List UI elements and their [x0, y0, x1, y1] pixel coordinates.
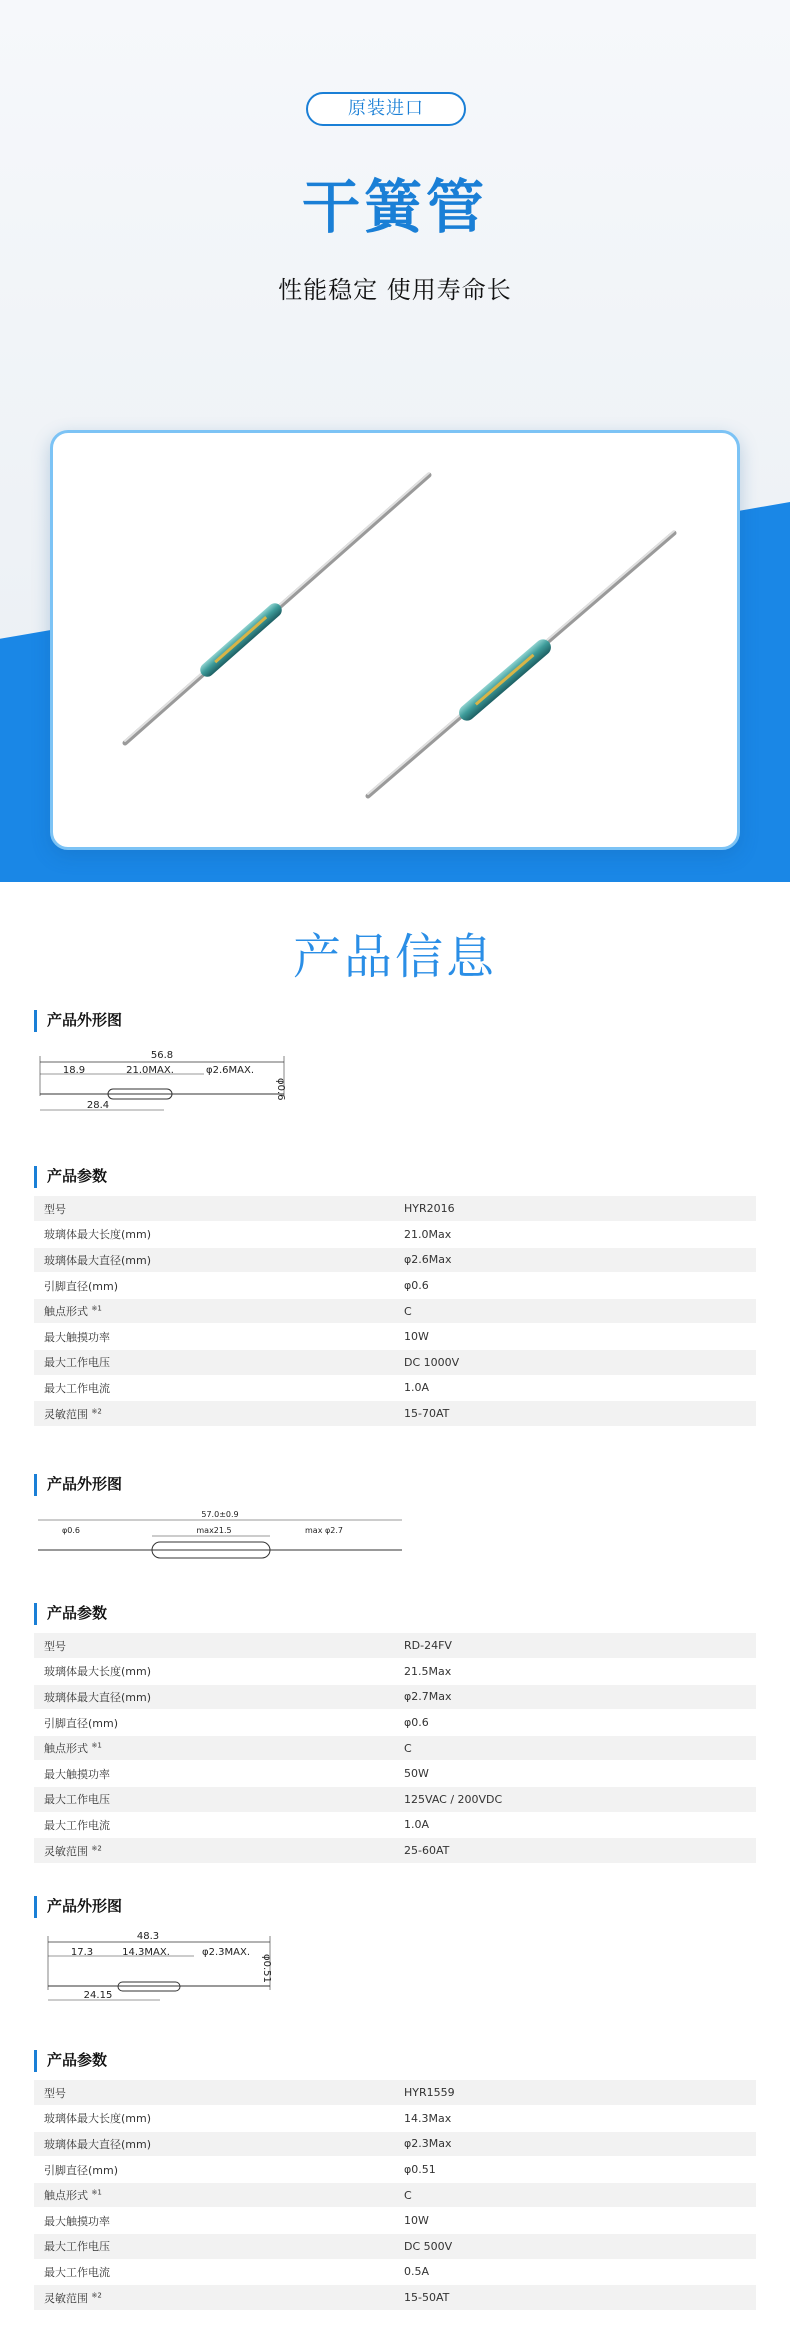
param-value: φ2.6Max: [394, 1247, 756, 1273]
param-row: [34, 1196, 756, 1222]
param-name: [34, 1812, 394, 1838]
hero-title: 干簧管: [301, 173, 488, 241]
param-name: [34, 1324, 394, 1350]
dim-left-3: 17.3: [70, 1947, 94, 1958]
params-table-2: [34, 1633, 756, 1864]
param-row: [34, 1787, 756, 1813]
outline-heading-1: 产品外形图: [34, 1010, 122, 1032]
param-row: [34, 1659, 756, 1685]
param-name-text: 玻璃体最大长度(mm): [44, 2112, 152, 2126]
dim-bottom: 28.4: [86, 1100, 110, 1111]
param-value: 21.0Max: [394, 1222, 756, 1248]
params-table-1: [34, 1196, 756, 1427]
param-row: [34, 1273, 756, 1299]
param-value: 15-50AT: [394, 2285, 756, 2311]
param-name: [34, 1710, 394, 1736]
param-name: [34, 1761, 394, 1787]
param-name: [34, 1222, 394, 1248]
param-name-text: 灵敏范围: [44, 1407, 88, 1421]
dim-lead-3: φ0.51: [261, 1954, 272, 1983]
dim-body-2: max21.5: [196, 1526, 232, 1535]
params-heading-1: 产品参数: [34, 1166, 107, 1188]
param-name: [34, 1247, 394, 1273]
dim-left: 18.9: [62, 1065, 86, 1076]
param-row: [34, 2234, 756, 2260]
params-heading-2: 产品参数: [34, 1603, 107, 1625]
param-row: [34, 2080, 756, 2106]
param-value: 14.3Max: [394, 2106, 756, 2132]
param-name-text: 最大工作电流: [44, 1818, 110, 1832]
param-name-text: 玻璃体最大直径(mm): [44, 1253, 152, 1267]
param-name: [34, 2157, 394, 2183]
param-row: [34, 1222, 756, 1248]
dim-lead: φ0.6: [275, 1078, 286, 1101]
param-name: [34, 1350, 394, 1376]
param-name: [34, 1684, 394, 1710]
param-name: [34, 1196, 394, 1222]
param-value: C: [394, 1298, 756, 1324]
param-value: 50W: [394, 1761, 756, 1787]
param-row: [34, 1710, 756, 1736]
param-footnote-mark: ※2: [91, 1843, 102, 1852]
param-row: [34, 1761, 756, 1787]
dim-lead-2: φ0.6: [62, 1526, 80, 1535]
param-name-text: 玻璃体最大直径(mm): [44, 2137, 152, 2151]
param-name: [34, 1659, 394, 1685]
param-row: [34, 1812, 756, 1838]
param-name-text: 型号: [44, 1202, 66, 1216]
param-name: [34, 1838, 394, 1864]
param-name-text: 型号: [44, 2086, 66, 2100]
param-name-text: 触点形式: [44, 1305, 88, 1319]
param-row: [34, 1298, 756, 1324]
param-name-text: 最大触摸功率: [44, 1767, 110, 1781]
param-row: [34, 2285, 756, 2311]
param-name: [34, 1633, 394, 1659]
param-value: 21.5Max: [394, 1659, 756, 1685]
outline-heading-2: 产品外形图: [34, 1474, 122, 1496]
dim-total-2: 57.0±0.9: [201, 1510, 239, 1519]
import-badge: 原装进口: [306, 92, 466, 126]
param-name-text: 最大工作电压: [44, 2240, 110, 2254]
param-row: [34, 1401, 756, 1427]
reed-switch-image-1: [125, 473, 429, 743]
outline-diagram-1: [34, 1040, 334, 1136]
param-row: [34, 1350, 756, 1376]
param-row: [34, 1324, 756, 1350]
param-value: φ2.7Max: [394, 1684, 756, 1710]
param-name-text: 型号: [44, 1639, 66, 1653]
param-footnote-mark: ※1: [91, 1741, 102, 1750]
param-row: [34, 2131, 756, 2157]
param-value: C: [394, 2182, 756, 2208]
dim-body-3: 14.3MAX.: [122, 1947, 170, 1958]
param-name-text: 玻璃体最大直径(mm): [44, 1690, 152, 1704]
param-row: [34, 1735, 756, 1761]
param-name-text: 最大触摸功率: [44, 1330, 110, 1344]
param-name: [34, 2182, 394, 2208]
param-row: [34, 1633, 756, 1659]
param-row: [34, 1247, 756, 1273]
param-row: [34, 1684, 756, 1710]
param-name: [34, 2208, 394, 2234]
param-name-text: 触点形式: [44, 2189, 88, 2203]
param-footnote-mark: ※2: [91, 2290, 102, 2299]
param-name-text: 玻璃体最大长度(mm): [44, 1228, 152, 1242]
dim-diameter-2: max φ2.7: [305, 1526, 343, 1535]
param-name: [34, 2234, 394, 2260]
param-name: [34, 1735, 394, 1761]
outline-heading-3: 产品外形图: [34, 1896, 122, 1918]
param-name-text: 最大工作电压: [44, 1356, 110, 1370]
param-value: 10W: [394, 1324, 756, 1350]
dim-total-3: 48.3: [136, 1931, 160, 1942]
param-footnote-mark: ※1: [91, 2188, 102, 2197]
param-value: 10W: [394, 2208, 756, 2234]
param-row: [34, 2157, 756, 2183]
param-value: 1.0A: [394, 1375, 756, 1401]
param-name: [34, 1787, 394, 1813]
param-footnote-mark: ※1: [91, 1304, 102, 1313]
param-name: [34, 1273, 394, 1299]
param-value: 1.0A: [394, 1812, 756, 1838]
param-value: φ0.6: [394, 1273, 756, 1299]
param-name-text: 触点形式: [44, 1742, 88, 1756]
hero-banner: [0, 0, 790, 882]
param-name-text: 最大触摸功率: [44, 2214, 110, 2228]
section-title: 产品信息: [292, 929, 497, 985]
param-name-text: 最大工作电流: [44, 2265, 110, 2279]
dim-body: 21.0MAX.: [126, 1065, 174, 1076]
param-name: [34, 2259, 394, 2285]
param-value: 125VAC / 200VDC: [394, 1787, 756, 1813]
param-value: 15-70AT: [394, 1401, 756, 1427]
param-name: [34, 1401, 394, 1427]
param-value: 25-60AT: [394, 1838, 756, 1864]
param-name-text: 玻璃体最大长度(mm): [44, 1665, 152, 1679]
param-row: [34, 2106, 756, 2132]
param-name-text: 灵敏范围: [44, 1844, 88, 1858]
dim-diameter-3: φ2.3MAX.: [202, 1947, 250, 1958]
param-value: RD-24FV: [394, 1633, 756, 1659]
param-name-text: 灵敏范围: [44, 2291, 88, 2305]
product-photo: [50, 430, 740, 850]
param-value: DC 500V: [394, 2234, 756, 2260]
param-value: DC 1000V: [394, 1350, 756, 1376]
param-value: HYR1559: [394, 2080, 756, 2106]
param-name-text: 最大工作电压: [44, 1793, 110, 1807]
param-name: [34, 1298, 394, 1324]
param-name: [34, 2106, 394, 2132]
param-value: φ0.6: [394, 1710, 756, 1736]
param-row: [34, 2259, 756, 2285]
params-heading-3: 产品参数: [34, 2050, 107, 2072]
param-name: [34, 2131, 394, 2157]
dim-total: 56.8: [150, 1050, 174, 1061]
param-name: [34, 1375, 394, 1401]
param-row: [34, 2182, 756, 2208]
reed-switch-image-2: [368, 531, 674, 796]
param-name-text: 引脚直径(mm): [44, 1716, 119, 1730]
param-value: HYR2016: [394, 1196, 756, 1222]
hero-subtitle: 性能稳定 使用寿命长: [278, 276, 512, 304]
params-table-3: [34, 2080, 756, 2311]
param-value: φ2.3Max: [394, 2131, 756, 2157]
param-name: [34, 2285, 394, 2311]
param-name: [34, 2080, 394, 2106]
param-row: [34, 1375, 756, 1401]
param-footnote-mark: ※2: [91, 1406, 102, 1415]
param-value: φ0.51: [394, 2157, 756, 2183]
dim-bottom-3: 24.15: [83, 1990, 113, 2001]
param-name-text: 引脚直径(mm): [44, 1279, 119, 1293]
param-row: [34, 1838, 756, 1864]
param-name-text: 引脚直径(mm): [44, 2163, 119, 2177]
outline-diagram-2: [34, 1504, 414, 1578]
outline-diagram-3: [34, 1926, 294, 2020]
param-row: [34, 2208, 756, 2234]
param-value: 0.5A: [394, 2259, 756, 2285]
param-value: C: [394, 1735, 756, 1761]
dim-diameter: φ2.6MAX.: [206, 1065, 254, 1076]
param-name-text: 最大工作电流: [44, 1381, 110, 1395]
